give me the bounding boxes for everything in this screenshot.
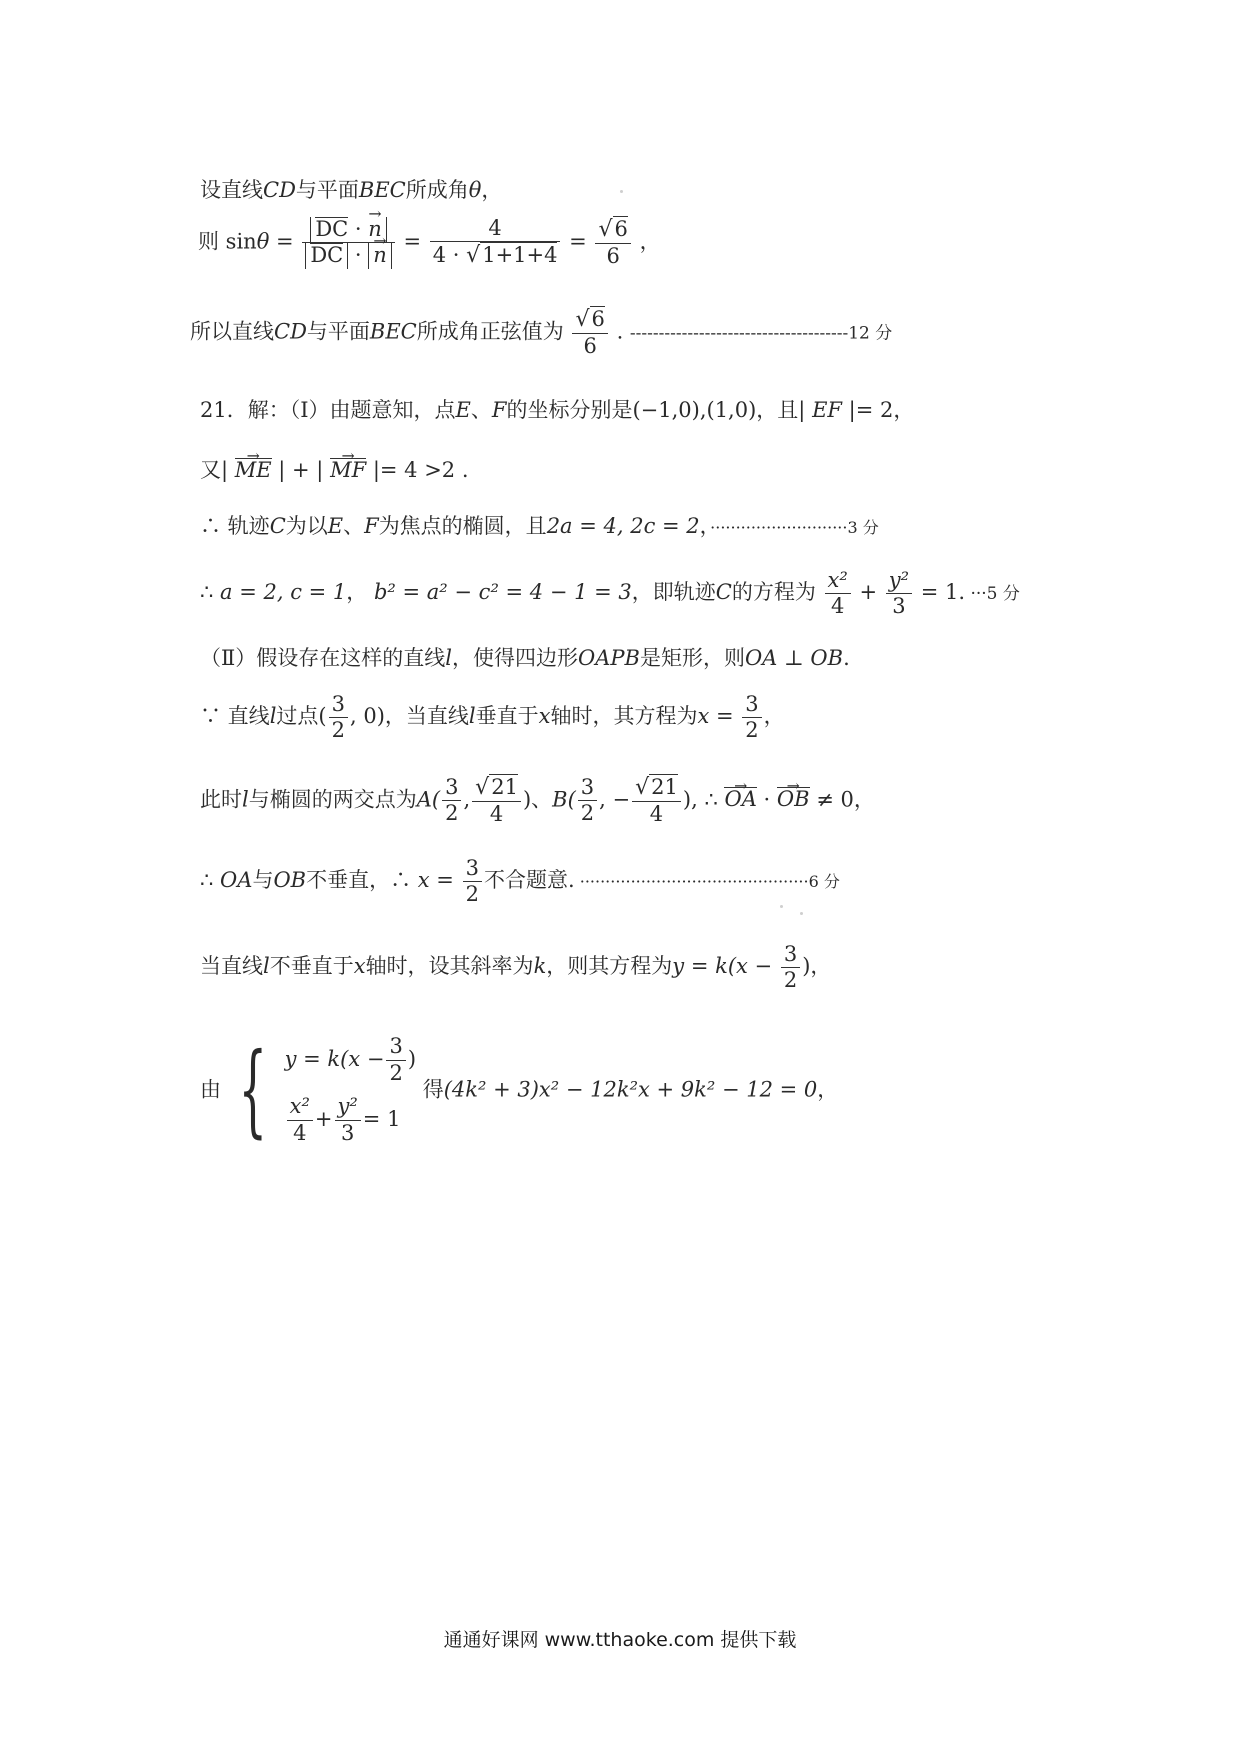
math: BEC [369,319,417,344]
text: · [756,787,777,812]
math: l [242,787,249,812]
fraction [463,856,482,907]
solution-line-3 [190,306,892,360]
text: 、 [531,787,553,812]
text: ， [763,704,785,729]
denominator: 2 [745,718,759,743]
text: ， [699,514,711,538]
denominator: 2 [465,882,479,907]
radicand: 6 [614,217,628,241]
math: C [715,580,732,605]
solution-line-9 [200,692,785,743]
numerator: 3 [463,856,482,882]
text: ∴ [200,580,221,605]
text: . [843,646,850,670]
vector-dc: DC [310,243,344,268]
math: x = [697,704,741,729]
text: = [569,229,594,254]
math: OB [273,868,307,893]
numerator: 3 [578,775,597,801]
numerator: 4 [430,216,561,242]
text: = [269,229,301,254]
result-fraction: $\frac{√6}{6}$ [595,216,630,270]
text: )， [802,954,832,979]
numerator: 3 [386,1034,405,1060]
denominator: 2 [445,801,459,826]
text: , [463,787,471,812]
text: 所以直线 [190,319,274,344]
page-footer: 通通好课网 www.tthaoke.com 提供下载 [443,1629,797,1651]
radicand: 21 [651,775,678,799]
denominator: 2 [389,1060,403,1085]
ellipse-y-term [886,568,912,619]
text: = 1. [914,580,966,605]
math: OA ⊥ OB [744,646,844,670]
denominator: 4 [293,1120,307,1145]
solution-line-8 [200,646,850,671]
text: ) [522,787,532,812]
text: ，则其方程为 [546,954,673,979]
text: 所成角正弦值为 [416,319,564,344]
text: ( [318,704,327,729]
math: OAPB [578,646,640,670]
value-fraction: $\frac{4}{4 \cdot √1+1+4}$ [430,216,561,270]
text: + [852,580,884,605]
math: x [538,704,551,729]
text: 与椭圆的两交点为 [248,787,417,812]
solution-line-6 [200,514,879,539]
text: 、 [470,398,492,422]
equation-system [285,1030,416,1150]
dot: · [348,217,369,242]
numerator: 3 [329,692,348,718]
math: CD [263,178,296,202]
math: (−1,0),(1,0) [632,398,757,422]
text: ， [481,178,503,202]
text: 不垂直， [306,868,391,893]
text: ，当直线 [384,704,469,729]
text: 的方程为 [731,580,816,605]
denominator: 4 [649,802,664,827]
score-marker: ·············································6 分 [574,872,840,892]
math: F [491,398,507,422]
dot: · [348,243,369,268]
text: 此时 [200,787,242,812]
text: 轴时，其方程为 [550,704,698,729]
numerator: 3 [781,942,800,968]
math: CD [274,319,307,344]
text: ， [639,229,661,254]
text: = [403,229,428,254]
text: |= 2， [841,398,915,422]
radicand: 6 [591,307,605,331]
math: E [327,514,344,538]
vector-ob: OB → [777,787,810,811]
scan-speck [780,905,783,908]
denominator: 3 [340,1120,355,1145]
numerator: y² [888,568,910,592]
text: 设直线 [200,178,263,202]
text: ∵ 直线 [200,704,270,729]
ellipse-x-term [825,568,851,619]
text: 则 sin [198,229,257,254]
math: a = 2, c = 1 [220,580,347,605]
text: ∴ 轨迹 [200,514,270,538]
text: ，使得四边形 [452,646,578,670]
denominator: 6 [606,244,620,269]
vector-dc: DC [315,217,349,242]
math: ) [407,1047,417,1072]
sin-fraction [302,217,394,268]
denominator: 4 [830,594,845,619]
text: ，即轨迹 [631,580,716,605]
text: ), [682,787,698,812]
numerator: y² [337,1094,358,1119]
text: ，且| [756,398,813,422]
text: |= 4 > [366,458,442,482]
text: ， [346,580,374,605]
vector-n: n → [368,217,382,242]
text: 轴时，设其斜率为 [365,954,534,979]
text: 过点 [276,704,319,729]
system-eq-1 [285,1030,416,1090]
text: ∴ [697,787,725,812]
text: 是矩形，则 [639,646,745,670]
text: , 0) [349,704,385,729]
radicand: 21 [491,775,518,799]
denominator: 6 [583,334,597,359]
denominator: 4 [489,802,504,827]
math: y = k(x − [284,1047,385,1072]
text: 当直线 [200,954,263,979]
numerator: 3 [442,775,461,801]
text: + [314,1107,333,1132]
solution-line-5 [200,458,469,483]
scan-speck [800,912,803,915]
math: l [445,646,452,670]
text: ∴ [390,868,418,893]
math: l [263,954,270,979]
math: l [269,704,277,729]
text: 不垂直于 [269,954,354,979]
text: 由 [200,1077,221,1102]
text: = 1 [362,1107,401,1132]
math: x [353,954,366,979]
solution-line-4 [200,398,914,423]
system-eq-2 [285,1090,416,1150]
math: θ [468,178,482,202]
text: 、 [343,514,365,538]
text: 2 . [441,458,469,482]
solution-line-11 [200,856,840,907]
math: y = k(x − [672,954,779,979]
radicand: 1+1+4 [482,243,558,268]
solution-line-1 [200,178,502,203]
math: A( [416,787,441,812]
math: F [364,514,379,538]
fraction: $\frac{√21}{4}$ [472,774,521,828]
denominator: 2 [331,718,345,743]
denominator: 3 [892,594,906,619]
text: . [616,319,630,344]
math: (4k² + 3)x² − 12k²x + 9k² − 12 = 0 [443,1077,818,1102]
math: 2a = 4, 2c = 2 [546,514,700,538]
text: 所成角 [405,178,469,202]
math: EF [812,398,842,422]
math: k [533,954,547,979]
text: 又| [200,458,235,482]
solution-line-2 [198,216,661,270]
vector-oa: OA → [724,787,756,811]
fraction: $\frac{√21}{4}$ [632,774,681,828]
solution-line-10 [200,774,875,828]
text: 与 [252,868,274,893]
math: l [468,704,476,729]
denominator: 2 [580,801,595,826]
math: b² = a² − c² = 4 − 1 = 3 [373,580,632,605]
text: ≠ 0， [809,787,875,812]
numerator: 3 [742,692,761,718]
solution-line-7 [200,568,1020,619]
math: BEC [358,178,406,202]
text: ， [817,1077,839,1102]
score-marker: --------------------------------------12 分 [629,323,893,344]
brace-icon: { [238,1031,268,1148]
text: 与平面 [295,178,359,202]
math: θ [256,229,270,254]
text: 21．解：（Ⅰ）由题意知，点 [200,398,456,422]
fraction [329,692,348,743]
text: , − [599,787,631,812]
solution-line-12 [200,942,831,993]
denominator: 2 [783,968,798,993]
math: B( [552,787,576,812]
vector-n: n → [373,243,387,268]
fraction [781,942,800,993]
numerator: x² [289,1094,310,1119]
fraction [578,775,597,826]
solution-line-13 [200,1030,838,1150]
fraction [742,692,761,743]
vector-me: ME → [235,458,272,482]
text: （Ⅱ）假设存在这样的直线 [200,646,446,670]
math: C [269,514,286,538]
math: x = [417,868,461,893]
text: ∴ [200,868,221,893]
math: OA [220,868,253,893]
score-marker: ···························3 分 [710,518,879,537]
fraction [442,775,461,826]
text: 不合题意. [483,868,575,893]
score-marker: ···5 分 [965,584,1020,605]
math: E [455,398,471,422]
text: 为焦点的椭圆，且 [378,514,547,538]
text: 得 [422,1077,444,1102]
scan-speck [620,190,623,193]
numerator: x² [827,568,848,592]
vector-mf: MF → [330,458,366,482]
text: 的坐标分别是 [506,398,633,422]
text: 与平面 [306,319,370,344]
text: 垂直于 [475,704,539,729]
text: 为以 [285,514,328,538]
text: 4 · [432,243,467,268]
text: | + | [271,458,331,482]
answer-fraction: $\frac{√6}{6}$ [572,306,607,360]
